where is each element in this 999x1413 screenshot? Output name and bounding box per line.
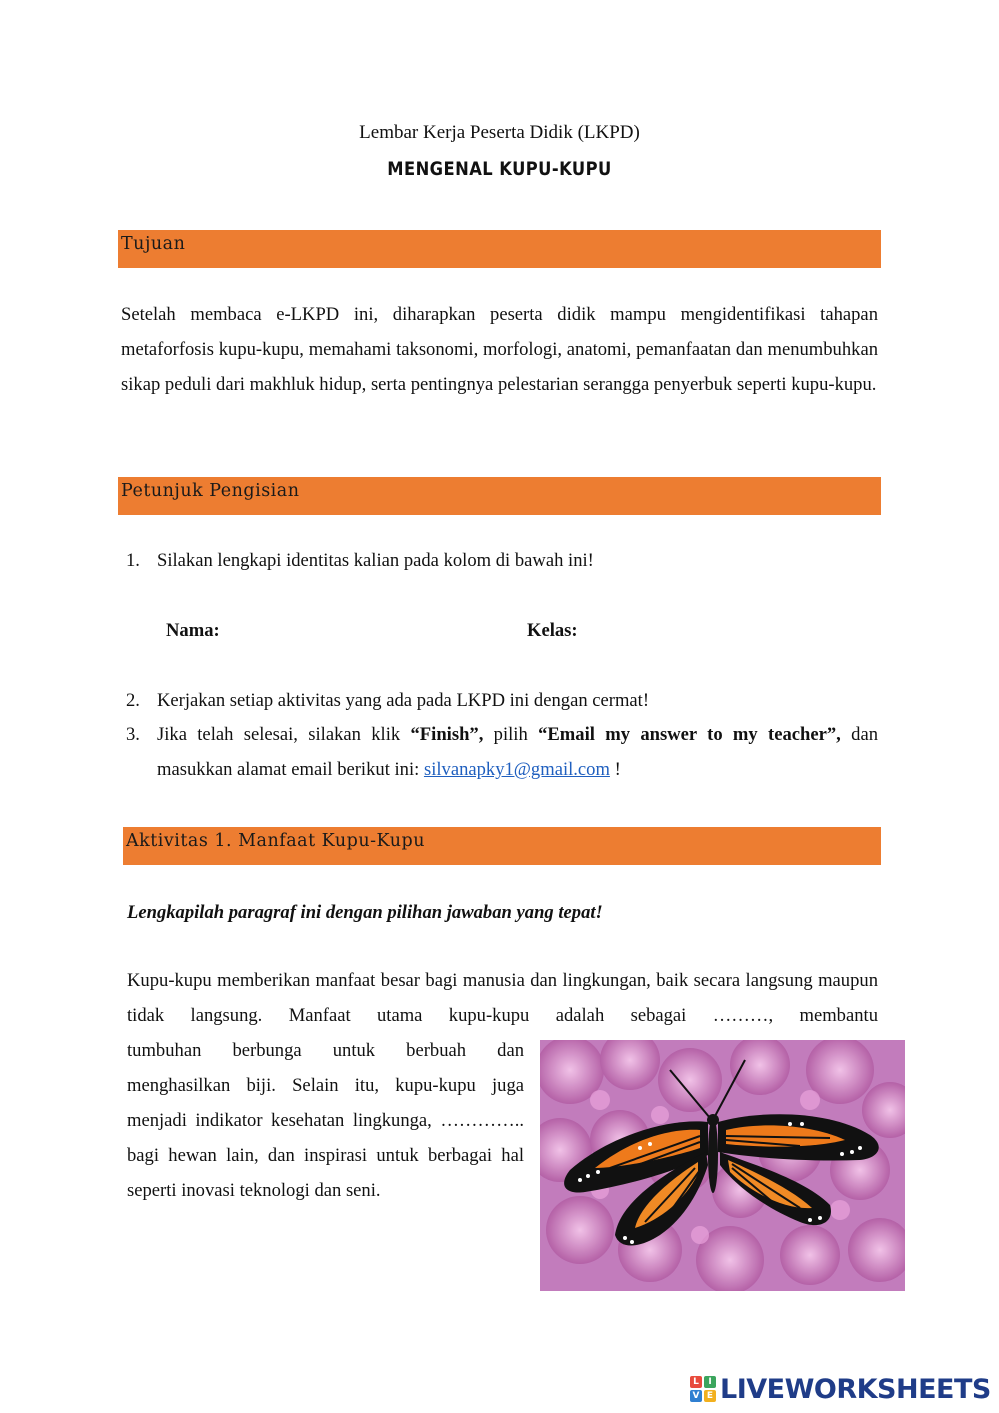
section-heading-tujuan: Tujuan — [121, 234, 186, 254]
finish-keyword: “Finish”, — [410, 724, 484, 745]
activity-paragraph-wrapped: tumbuhan berbunga untuk berbuah dan menghasilkan biji. Selain itu, kupu-kupu juga menjadi indikator kesehatan lingkunga, ………….. bagi hewan lain, dan inspirasi untuk berbagai hal seperti inovasi teknologi dan seni. — [127, 1040, 524, 1201]
section-bar-tujuan — [118, 230, 881, 268]
liveworksheets-logo — [690, 1372, 991, 1406]
logo-text: LIVEWORKSHEETS — [720, 1373, 991, 1405]
instruction-item-3-line2 — [157, 759, 621, 781]
teacher-email-link[interactable]: silvanapky1@gmail.com — [423, 759, 610, 780]
document-subtitle: Lembar Kerja Peserta Didik (LKPD) — [359, 122, 640, 143]
logo-icon — [690, 1376, 716, 1402]
email-answer-keyword: “Email my answer to my teacher”, — [538, 724, 841, 745]
tujuan-paragraph: Setelah membaca e-LKPD ini, diharapkan peserta didik mampu mengidentifikasi tahapan metaforfosis kupu-kupu, memahami taksonomi, morfologi, anatomi, pemanfaatan dan menumbuhkan sikap peduli dari makhluk hidup, serta pentingnya pelestarian serangga penyerbuk seperti kupu-kupu. — [121, 304, 878, 395]
logo-letter: I — [704, 1376, 716, 1388]
section-bar-aktivitas-1 — [123, 827, 881, 865]
logo-letter: E — [704, 1390, 716, 1402]
butterfly-photo — [540, 1040, 905, 1291]
instruction-text: dan — [840, 724, 878, 745]
instruction-text: pilih — [483, 724, 539, 745]
section-heading-aktivitas-1: Aktivitas 1. Manfaat Kupu-Kupu — [126, 831, 425, 851]
instruction-text: ! — [609, 759, 621, 780]
activity-paragraph-full: Kupu-kupu memberikan manfaat besar bagi manusia dan lingkungan, baik secara langsung maupun tidak langsung. Manfaat utama kupu-kupu adalah sebagai ………, membantu — [127, 970, 878, 1026]
instruction-item-3-line1 — [157, 724, 878, 746]
monarch-butterfly-icon — [540, 1040, 905, 1291]
list-number: 2. — [126, 690, 140, 711]
kelas-label: Kelas: — [527, 620, 578, 641]
section-bar-petunjuk — [118, 477, 881, 515]
activity-instruction: Lengkapilah paragraf ini dengan pilihan jawaban yang tepat! — [127, 902, 603, 923]
logo-letter: L — [690, 1376, 702, 1388]
nama-label: Nama: — [166, 620, 220, 641]
document-title: MENGENAL KUPU-KUPU — [387, 158, 612, 180]
section-heading-petunjuk: Petunjuk Pengisian — [121, 481, 300, 501]
instruction-text: masukkan alamat email berikut ini: — [157, 759, 424, 780]
instruction-item-2: Kerjakan setiap aktivitas yang ada pada LKPD ini dengan cermat! — [157, 690, 650, 711]
list-number: 3. — [126, 724, 140, 745]
logo-letter: V — [690, 1390, 702, 1402]
list-number: 1. — [126, 550, 140, 571]
instruction-item-1: Silakan lengkapi identitas kalian pada kolom di bawah ini! — [157, 550, 594, 571]
instruction-text: Jika telah selesai, silakan klik — [157, 724, 411, 745]
